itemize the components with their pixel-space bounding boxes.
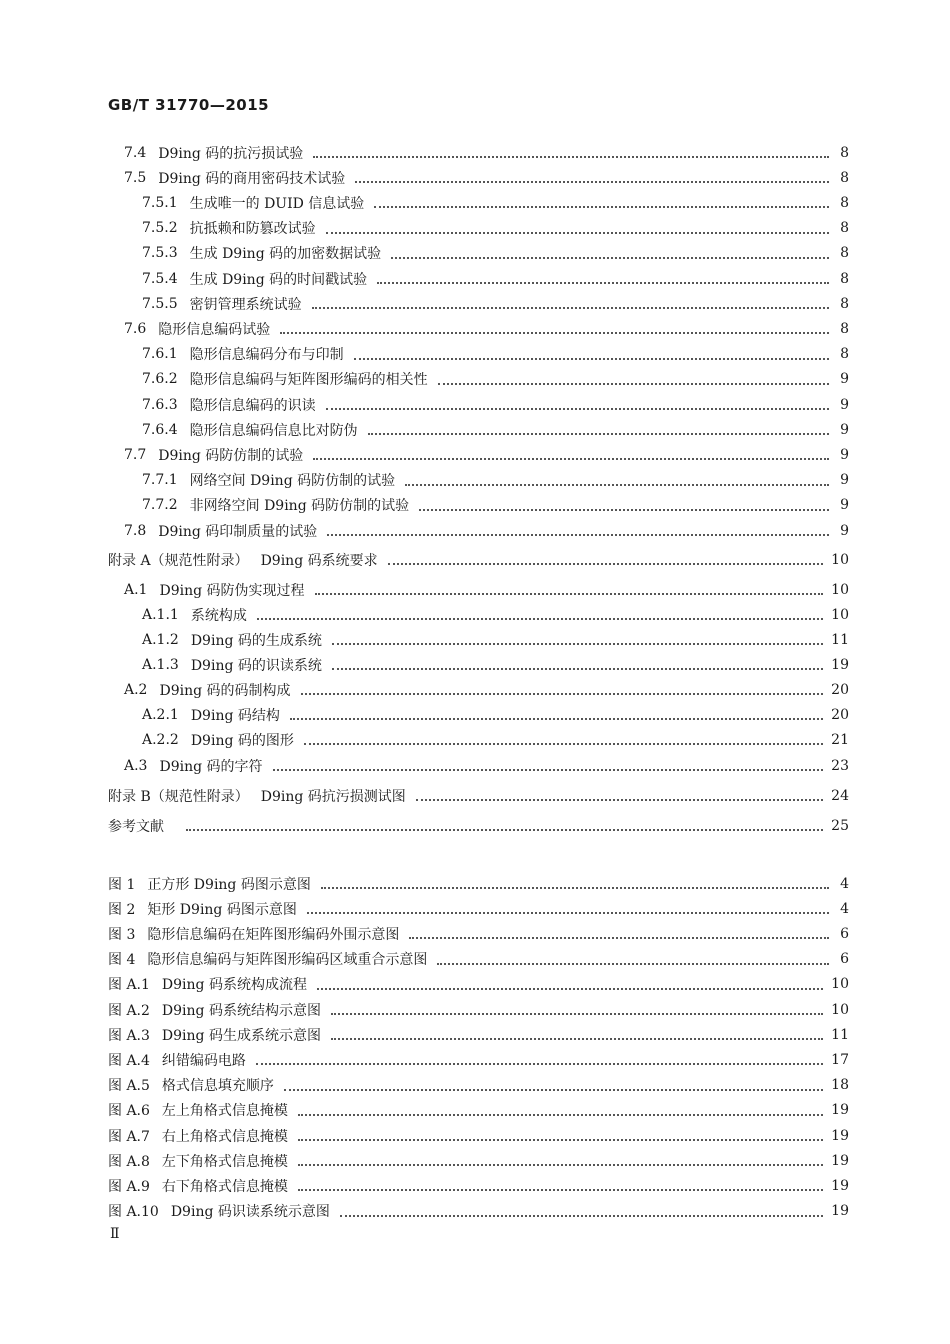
dot-leader [280,331,829,334]
figure-entry-title: 正方形 D9ing 码图示意图 [147,876,311,893]
toc-entry-number: A.1.1 [142,606,179,623]
toc-entry-number: 7.5.5 [142,295,178,312]
toc-entry-page: 10 [831,551,849,568]
figure-entry-number: 图 A.1 [108,977,150,994]
dot-leader [257,617,823,620]
page-number: Ⅱ [110,1226,120,1242]
toc-entry-number: 7.7.2 [142,497,178,514]
toc-entry[interactable] [124,140,849,165]
toc-entry-title: 生成 D9ing 码的加密数据试验 [189,246,382,263]
figure-entry-page: 19 [831,1152,849,1169]
dot-leader [298,1188,823,1191]
dot-leader [186,828,823,831]
toc-entry-page: 9 [840,522,849,539]
figure-entry-page: 19 [831,1203,849,1220]
dot-leader [273,768,824,771]
figure-entry-title: 格式信息填充顺序 [161,1078,274,1095]
toc-entry[interactable] [142,342,849,367]
figure-entry-title: 右下角格式信息掩模 [161,1178,288,1195]
figure-entry-number: 图 A.9 [108,1178,150,1195]
toc-entry-number: 7.8 [124,522,147,539]
figure-entry[interactable] [108,1022,849,1047]
toc-entry-number: A.1.3 [142,656,179,673]
figure-entry[interactable] [108,1047,849,1072]
toc-entry-page: 9 [840,446,849,463]
figure-entry[interactable] [108,896,849,921]
toc-entry-page: 11 [831,631,849,648]
figure-entry-page: 6 [840,925,849,942]
toc-entry-title: D9ing 码的生成系统 [190,632,322,649]
dot-leader [419,508,829,511]
dot-leader [290,717,823,720]
toc-entry-page: 8 [840,144,849,161]
toc-entry-title: D9ing 码的抗污损试验 [158,145,304,162]
dot-leader [307,911,829,914]
toc-entry-number: 7.6 [124,320,147,337]
toc-entry[interactable] [142,417,849,442]
dot-leader [340,1214,823,1217]
figure-entry-number: 图 4 [108,952,136,969]
toc-entry-title: D9ing 码抗污损测试图 [260,788,406,805]
dot-leader [313,457,829,460]
figure-entry[interactable] [108,1199,849,1224]
toc-entry[interactable] [142,727,849,752]
dot-leader [438,382,829,385]
toc-entry-page: 8 [840,320,849,337]
toc-entry-number: 7.4 [124,144,147,161]
figure-entry-number: 图 A.10 [108,1204,159,1221]
toc-entry[interactable] [108,813,849,838]
toc-entry-page: 20 [831,681,849,698]
dot-leader [388,562,824,565]
figure-entry-page: 19 [831,1102,849,1119]
figure-entry-page: 19 [831,1177,849,1194]
figure-entry-number: 图 A.3 [108,1027,150,1044]
toc-entry-title: D9ing 码的识读系统 [190,657,322,674]
figure-entry-page: 4 [840,900,849,917]
figure-entry[interactable] [108,947,849,972]
toc-entry-page: 19 [831,656,849,673]
toc-entry[interactable] [142,367,849,392]
toc-entry-number: 7.5.1 [142,194,178,211]
dot-leader [327,533,829,536]
toc-entry-title: 系统构成 [190,607,247,624]
figure-entry-page: 11 [831,1026,849,1043]
dot-leader [317,987,823,990]
dot-leader [368,432,829,435]
figure-entry-title: 隐形信息编码与矩阵图形编码区域重合示意图 [147,952,428,969]
dot-leader [321,886,829,889]
figure-entry-page: 10 [831,1001,849,1018]
toc-entry[interactable] [142,627,849,652]
figure-entry[interactable] [108,1173,849,1198]
standard-number: GB/T 31770—2015 [108,96,270,114]
figure-entry-title: 右上角格式信息掩模 [161,1128,288,1145]
figure-entry-number: 图 A.5 [108,1078,150,1095]
toc-entry-page: 9 [840,421,849,438]
figure-entry-number: 图 3 [108,926,136,943]
figure-entry-page: 4 [840,875,849,892]
toc-entry-page: 25 [831,817,849,834]
toc-entry-title: 隐形信息编码与矩阵图形编码的相关性 [189,372,428,389]
toc-entry-title: D9ing 码防伪实现过程 [159,582,305,599]
toc-entry-number: A.2 [124,681,148,698]
figure-entry-title: 纠错编码电路 [161,1052,246,1069]
toc-entry[interactable] [142,602,849,627]
toc-entry[interactable] [142,702,849,727]
toc-entry[interactable] [108,783,849,808]
dot-leader [301,692,824,695]
dot-leader [331,1012,823,1015]
toc-entry[interactable] [142,392,849,417]
figure-entry-title: D9ing 码识读系统示意图 [170,1204,330,1221]
figure-entry[interactable] [108,1073,849,1098]
dot-leader [391,256,829,259]
figure-entry-title: 矩形 D9ing 码图示意图 [147,901,297,918]
toc-entry-page: 8 [840,346,849,363]
figure-entry[interactable] [108,1123,849,1148]
toc-entry-page: 23 [831,757,849,774]
dot-leader [298,1138,823,1141]
toc-entry[interactable] [142,241,849,266]
dot-leader [304,742,823,745]
figure-entry-page: 6 [840,951,849,968]
toc-entry-page: 8 [840,295,849,312]
toc-entry[interactable] [124,753,849,778]
figure-entry-title: 左上角格式信息掩模 [161,1103,288,1120]
toc-entry-title: D9ing 码的图形 [190,732,294,749]
toc-entry-page: 10 [831,581,849,598]
toc-entry-number: A.1 [124,581,148,598]
figure-entry[interactable] [108,972,849,997]
dot-leader [312,306,829,309]
toc-entry[interactable] [142,266,849,291]
toc-entry-number: 7.6.2 [142,371,178,388]
toc-entry-page: 8 [840,270,849,287]
toc-entry-number: A.2.2 [142,731,179,748]
dot-leader [374,205,829,208]
toc-entry[interactable] [142,468,849,493]
toc-entry-number: 7.5.4 [142,270,178,287]
toc-entry-title: D9ing 码的商用密码技术试验 [158,170,346,187]
toc-entry-title: D9ing 码系统要求 [260,552,378,569]
dot-leader [315,592,824,595]
toc-entry-title: 非网络空间 D9ing 码防仿制的试验 [189,498,410,515]
figure-entry-number: 图 A.4 [108,1052,150,1069]
toc-entry-title: 密钥管理系统试验 [189,296,302,313]
figure-entry-page: 17 [831,1051,849,1068]
toc-entry-title: 隐形信息编码分布与印制 [189,347,344,364]
figure-entry-number: 图 A.6 [108,1103,150,1120]
toc-entry[interactable] [142,652,849,677]
figure-entry-title: D9ing 码系统结构示意图 [161,1002,321,1019]
dot-leader [354,357,829,360]
toc-entry-title: 隐形信息编码的识读 [189,397,316,414]
figure-entry-number: 图 2 [108,901,136,918]
figure-entry[interactable] [108,921,849,946]
dot-leader [332,642,823,645]
toc-entry[interactable] [124,677,849,702]
toc-entry-number: A.1.2 [142,631,179,648]
figure-entry[interactable] [108,1148,849,1173]
toc-entry[interactable] [142,190,849,215]
figure-entry-title: D9ing 码系统构成流程 [161,977,307,994]
toc-entry-number: A.2.1 [142,706,179,723]
toc-entry-title: D9ing 码防仿制的试验 [158,447,304,464]
figure-entry-number: 图 A.7 [108,1128,150,1145]
dot-leader [437,962,829,965]
toc-entry-number: 7.5.3 [142,245,178,262]
toc-entry-page: 9 [840,396,849,413]
toc-entry-title: D9ing 码印制质量的试验 [158,523,318,540]
figure-entry[interactable] [108,871,849,896]
dot-leader [331,1037,823,1040]
figure-entry-number: 图 A.8 [108,1153,150,1170]
toc-entry-number: 附录 B（规范性附录） [108,788,249,805]
toc-entry-title: 隐形信息编码信息比对防伪 [189,422,358,439]
toc-entry-number: 参考文献 [108,818,164,835]
toc-entry-page: 9 [840,472,849,489]
figure-entry-page: 10 [831,976,849,993]
toc-entry-page: 9 [840,371,849,388]
toc-entry-page: 8 [840,245,849,262]
figure-entry-number: 图 1 [108,876,136,893]
toc-entry-number: 7.6.4 [142,421,178,438]
toc-entry-title: 生成唯一的 DUID 信息试验 [189,195,365,212]
dot-leader [298,1163,823,1166]
figure-entry-title: 隐形信息编码在矩阵图形编码外围示意图 [147,926,400,943]
dot-leader [332,667,823,670]
figure-entry[interactable] [108,997,849,1022]
dot-leader [405,483,829,486]
toc-entry-title: D9ing 码的码制构成 [159,682,291,699]
toc-entry-number: 7.5 [124,169,147,186]
dot-leader [326,231,829,234]
dot-leader [416,798,823,801]
toc-entry[interactable] [142,291,849,316]
toc-entry-number: 7.6.3 [142,396,178,413]
figure-entry-title: 左下角格式信息掩模 [161,1153,288,1170]
figure-entry-title: D9ing 码生成系统示意图 [161,1027,321,1044]
toc-entry[interactable] [124,518,849,543]
dot-leader [355,180,829,183]
toc-entry-number: 7.5.2 [142,220,178,237]
toc-entry[interactable] [142,216,849,241]
toc-entry-title: 隐形信息编码试验 [158,321,271,338]
toc-entry-number: 7.6.1 [142,346,178,363]
toc-entry-page: 8 [840,169,849,186]
toc-entry[interactable] [124,577,849,602]
dot-leader [256,1062,823,1065]
dot-leader [313,155,829,158]
figure-entry-number: 图 A.2 [108,1002,150,1019]
toc-entry-title: D9ing 码的字符 [159,758,263,775]
figure-entry[interactable] [108,1098,849,1123]
toc-entry-page: 20 [831,706,849,723]
toc-entry-title: 生成 D9ing 码的时间戳试验 [189,271,368,288]
toc-entry-number: 7.7 [124,446,147,463]
toc-entry[interactable] [108,547,849,572]
toc-entry[interactable] [142,493,849,518]
toc-entry-page: 10 [831,606,849,623]
toc-entry-page: 21 [831,731,849,748]
toc-entry-number: 7.7.1 [142,472,178,489]
toc-entry-number: A.3 [124,757,148,774]
dot-leader [298,1113,823,1116]
toc-entry-title: 网络空间 D9ing 码防仿制的试验 [189,473,396,490]
dot-leader [326,407,829,410]
figure-entry-page: 19 [831,1127,849,1144]
toc-entry-page: 24 [831,787,849,804]
toc-entry-page: 9 [840,497,849,514]
toc-entry[interactable] [124,442,849,467]
toc-entry-number: 附录 A（规范性附录） [108,552,249,569]
figure-entry-page: 18 [831,1077,849,1094]
toc-entry[interactable] [124,316,849,341]
dot-leader [284,1088,823,1091]
toc-entry-title: D9ing 码结构 [190,707,280,724]
toc-entry[interactable] [124,165,849,190]
dot-leader [377,281,829,284]
toc-entry-title: 抗抵赖和防篡改试验 [189,221,316,238]
dot-leader [409,936,829,939]
toc-entry-page: 8 [840,194,849,211]
toc-entry-page: 8 [840,220,849,237]
